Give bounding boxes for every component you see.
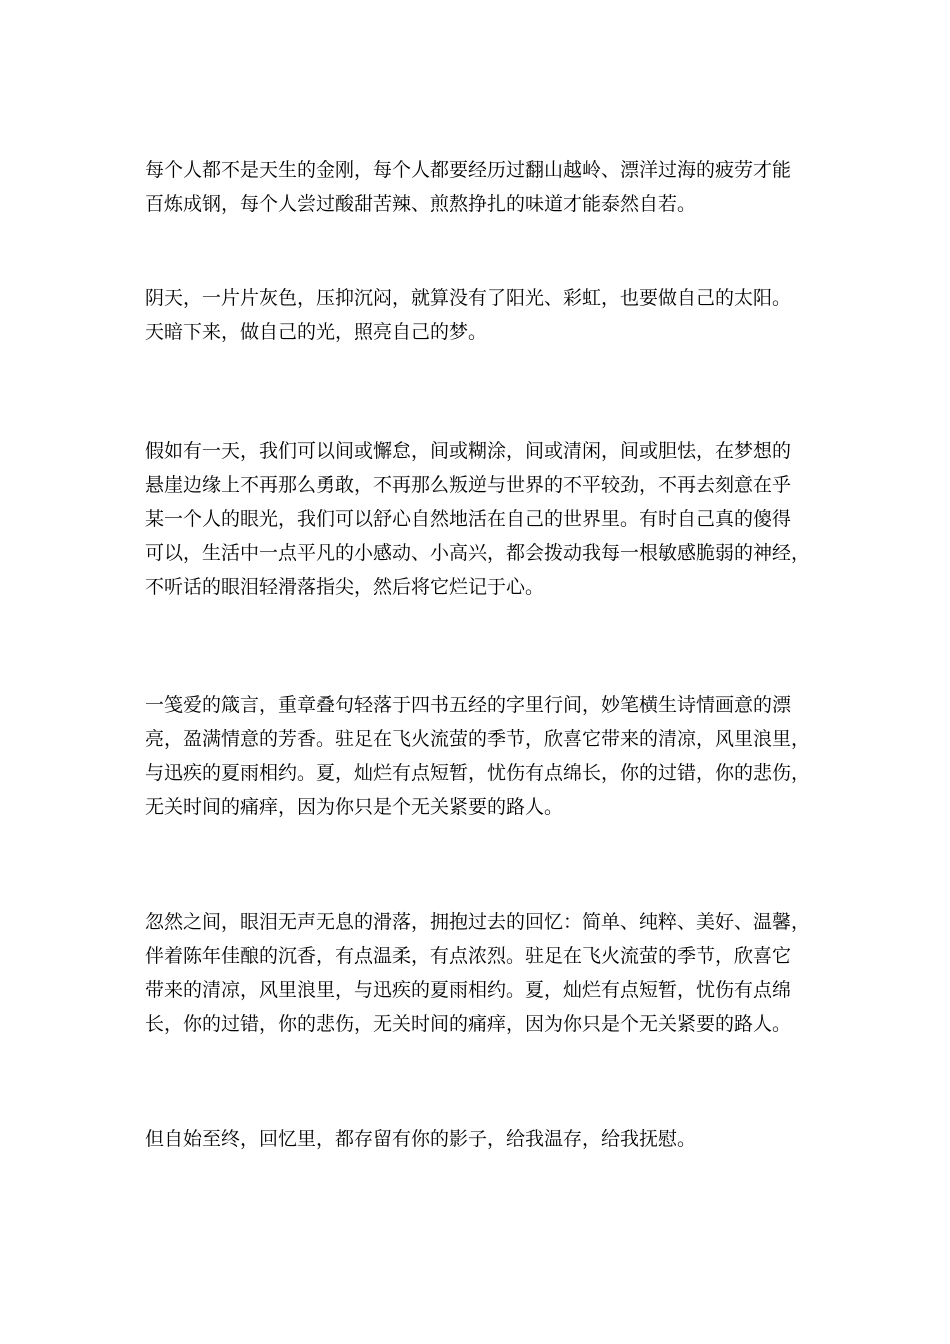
- paragraph-line: 伴着陈年佳酿的沉香，有点温柔，有点浓烈。驻足在飞火流萤的季节，欣喜它: [145, 945, 792, 967]
- paragraph-line: 忽然之间，眼泪无声无息的滑落，拥抱过去的回忆：简单、纯粹、美好、温馨，: [145, 911, 811, 933]
- paragraph-line: 亮，盈满情意的芳香。驻足在飞火流萤的季节，欣喜它带来的清凉，风里浪里，: [145, 728, 811, 750]
- paragraph-line: 悬崖边缘上不再那么勇敢，不再那么叛逆与世界的不平较劲，不再去刻意在乎: [145, 474, 792, 496]
- paragraph-line: 百炼成钢，每个人尝过酸甜苦辣、煎熬挣扎的味道才能泰然自若。: [145, 193, 697, 215]
- paragraph-line: 不听话的眼泪轻滑落指尖，然后将它烂记于心。: [145, 576, 545, 598]
- paragraph-line: 每个人都不是天生的金刚，每个人都要经历过翻山越岭、漂洋过海的疲劳才能: [145, 159, 792, 181]
- paragraph-line: 可以，生活中一点平凡的小感动、小高兴，都会拨动我每一根敏感脆弱的神经，: [145, 542, 811, 564]
- paragraph-line: 阴天，一片片灰色，压抑沉闷，就算没有了阳光、彩虹，也要做自己的太阳。: [145, 287, 792, 309]
- paragraph-line: 长，你的过错，你的悲伤，无关时间的痛痒，因为你只是个无关紧要的路人。: [145, 1013, 792, 1035]
- paragraph-6: [145, 1122, 845, 1156]
- paragraph-line: 假如有一天，我们可以间或懈怠，间或糊涂，间或清闲，间或胆怯，在梦想的: [145, 440, 792, 462]
- paragraph-2: [145, 281, 845, 349]
- paragraph-line: 一笺爱的箴言，重章叠句轻落于四书五经的字里行间，妙笔横生诗情画意的漂: [145, 694, 792, 716]
- paragraph-3: [145, 434, 845, 604]
- paragraph-line: 与迅疾的夏雨相约。夏，灿烂有点短暂，忧伤有点绵长，你的过错，你的悲伤，: [145, 762, 811, 784]
- paragraph-4: [145, 688, 845, 824]
- paragraph-5: [145, 905, 845, 1041]
- paragraph-line: 某一个人的眼光，我们可以舒心自然地活在自己的世界里。有时自己真的傻得: [145, 508, 792, 530]
- paragraph-1: [145, 153, 845, 221]
- paragraph-line: 但自始至终，回忆里，都存留有你的影子，给我温存，给我抚慰。: [145, 1128, 697, 1150]
- paragraph-line: 带来的清凉，风里浪里，与迅疾的夏雨相约。夏，灿烂有点短暂，忧伤有点绵: [145, 979, 792, 1001]
- paragraph-line: 天暗下来，做自己的光，照亮自己的梦。: [145, 321, 488, 343]
- paragraph-line: 无关时间的痛痒，因为你只是个无关紧要的路人。: [145, 796, 564, 818]
